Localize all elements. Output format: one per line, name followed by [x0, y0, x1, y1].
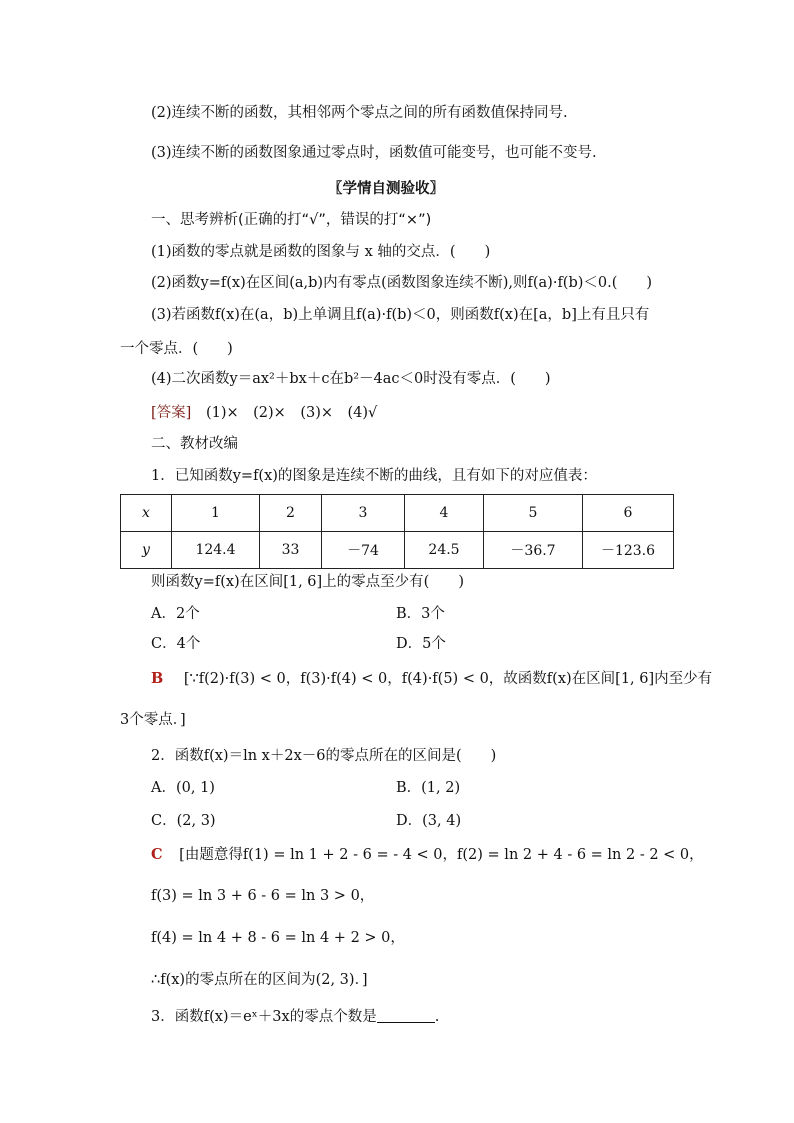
table-cell: 24.5	[405, 532, 484, 569]
table-cell: 6	[583, 495, 674, 532]
problem3-period: .	[434, 1009, 440, 1025]
problem1-solution	[151, 669, 712, 689]
table-cell: 124.4	[172, 532, 260, 569]
table-cell: x	[121, 495, 172, 532]
table-cell: 2	[260, 495, 322, 532]
answer-blank[interactable]	[377, 1008, 435, 1023]
answer-text: (1)× (2)× (3)× (4)√	[205, 405, 378, 421]
table-cell: －123.6	[583, 532, 674, 569]
table-cell: －36.7	[484, 532, 583, 569]
answer-letter: B	[151, 670, 164, 687]
table-row	[121, 532, 674, 569]
solution-text: [由题意得f(1) = ln 1 + 2 - 6 = - 4 < 0，f(2) = ln 2 + 4 - 6 = ln 2 - 2 < 0，	[179, 847, 704, 863]
problem1-solution-end: 3个零点．]	[120, 712, 186, 728]
problem2-stem: 2．函数f(x)＝ln x＋2x－6的零点所在的区间是( )	[151, 748, 497, 764]
problem2-solution-line3: f(4) = ln 4 + 8 - 6 = ln 4 + 2 > 0，	[151, 930, 405, 946]
problem2-solution	[151, 845, 704, 865]
problem2-option-b: B．(1, 2)	[396, 780, 461, 796]
problem2-solution-line2: f(3) = ln 3 + 6 - 6 = ln 3 > 0，	[151, 888, 375, 904]
problem2-solution-line4: ∴f(x)的零点所在的区间为(2, 3)．]	[151, 972, 368, 988]
answer-tag: [答案]	[151, 405, 192, 421]
problem2-option-d: D．(3, 4)	[396, 813, 462, 829]
problem2-option-c: C．(2, 3)	[151, 813, 216, 829]
part2-title: 二、教材改编	[151, 436, 238, 452]
table-cell: 33	[260, 532, 322, 569]
problem3-text: 3．函数f(x)＝eˣ＋3x的零点个数是	[151, 1009, 377, 1025]
answer-letter: C	[151, 846, 163, 863]
judge-answer	[151, 403, 377, 423]
note-3: (3)连续不断的函数图象通过零点时，函数值可能变号，也可能不变号.	[151, 145, 597, 161]
problem1-option-a: A．2个	[151, 606, 200, 622]
part1-title: 一、思考辨析(正确的打“√”，错误的打“×”)	[151, 212, 432, 228]
table-cell: y	[121, 532, 172, 569]
judge-q2: (2)函数y=f(x)在区间(a,b)内有零点(函数图象连续不断),则f(a)·f(b)＜0.( )	[151, 275, 653, 291]
table-cell: －74	[322, 532, 405, 569]
problem1-option-d: D．5个	[396, 636, 446, 652]
table-row	[121, 495, 674, 532]
problem3-stem	[151, 1007, 439, 1027]
note-2: (2)连续不断的函数，其相邻两个零点之间的所有函数值保持同号.	[151, 105, 568, 121]
problem1-question: 则函数y=f(x)在区间[1, 6]上的零点至少有( )	[151, 574, 464, 590]
problem1-option-b: B．3个	[396, 606, 445, 622]
problem1-stem: 1．已知函数y=f(x)的图象是连续不断的曲线，且有如下的对应值表：	[151, 468, 597, 484]
problem1-option-c: C．4个	[151, 636, 201, 652]
value-table	[120, 494, 674, 569]
table-cell: 1	[172, 495, 260, 532]
problem2-option-a: A．(0, 1)	[151, 780, 215, 796]
judge-q1: (1)函数的零点就是函数的图象与 x 轴的交点．( )	[151, 244, 491, 260]
table-cell: 5	[484, 495, 583, 532]
section-header: 〖学情自测验收〗	[328, 181, 444, 197]
table-cell: 4	[405, 495, 484, 532]
judge-q3-line1: (3)若函数f(x)在(a，b)上单调且f(a)·f(b)＜0，则函数f(x)在[a，b]上有且只有	[151, 307, 650, 323]
table-cell: 3	[322, 495, 405, 532]
judge-q4: (4)二次函数y＝ax²＋bx＋c在b²－4ac＜0时没有零点．( )	[151, 371, 551, 387]
judge-q3-line2: 一个零点．( )	[120, 341, 233, 357]
solution-text: [∵f(2)·f(3) < 0，f(3)·f(4) < 0，f(4)·f(5) < 0，故函数f(x)在区间[1, 6]内至少有	[183, 671, 713, 687]
